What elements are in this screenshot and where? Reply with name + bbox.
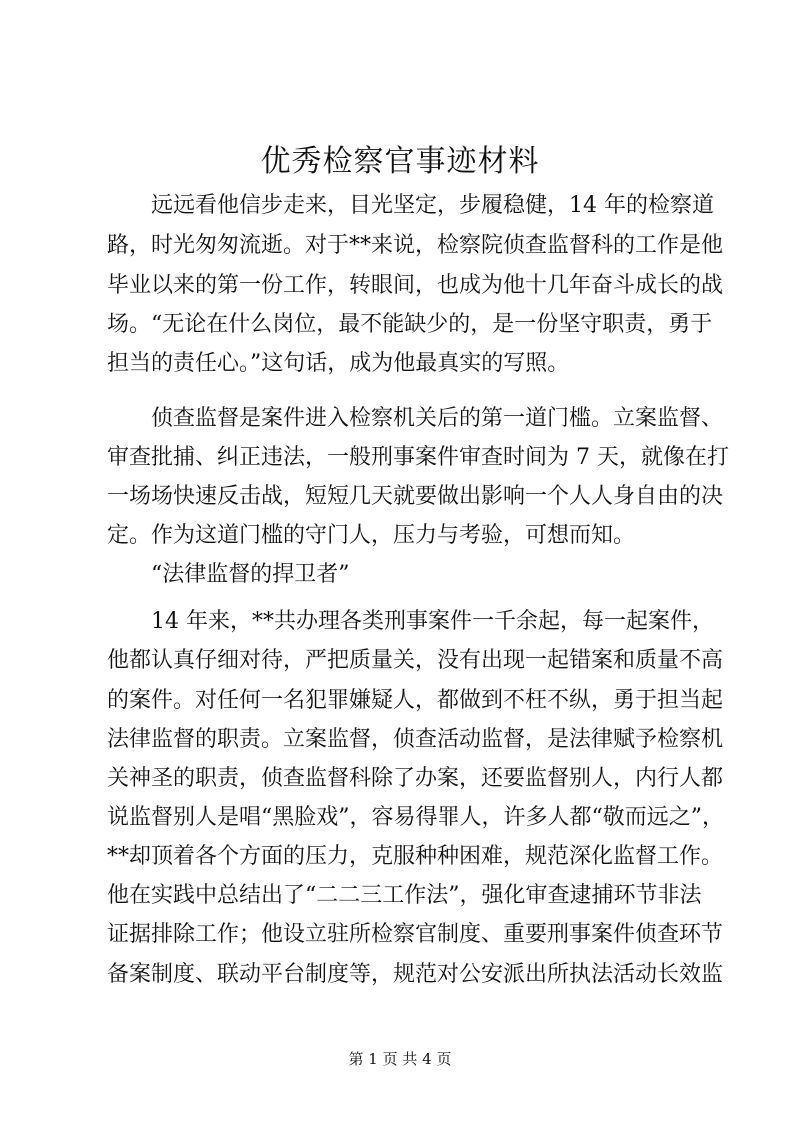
text-line: 毕业以来的第一份工作，转眼间，也成为他十几年奋斗成长的战 <box>107 273 724 298</box>
text-line: 定。作为这道门槛的守门人，压力与考验，可想而知。 <box>107 523 636 548</box>
text-line: 说监督别人是唱“黑脸戏”，容易得罪人，许多人都“敬而远之”， <box>107 805 724 830</box>
text-line: 的案件。对任何一名犯罪嫌疑人，都做到不枉不纵，勇于担当起 <box>107 688 724 713</box>
page-footer: 第 1 页 共 4 页 <box>348 1050 452 1068</box>
text-line: 法律监督的职责。立案监督，侦查活动监督，是法律赋予检察机 <box>107 727 724 752</box>
text-line: 远远看他信步走来，目光坚定，步履稳健，14 年的检察道 <box>107 193 714 218</box>
text-line: 审查批捕、纠正违法，一般刑事案件审查时间为 7 天，就像在打 <box>107 445 729 470</box>
text-line: 路，时光匆匆流逝。对于**来说，检察院侦查监督科的工作是他 <box>107 233 724 258</box>
text-line: 他都认真仔细对待，严把质量关，没有出现一起错案和质量不高 <box>107 648 724 673</box>
text-line: 场。“无论在什么岗位，最不能缺少的，是一份坚守职责，勇于 <box>107 312 713 337</box>
text-line: 侦查监督是案件进入检察机关后的第一道门槛。立案监督、 <box>107 406 724 431</box>
text-line: 备案制度、联动平台制度等，规范对公安派出所执法活动长效监 <box>107 962 724 987</box>
text-line: 一场场快速反击战，短短几天就要做出影响一个人人身自由的决 <box>107 484 724 509</box>
text-line: 14 年来，**共办理各类刑事案件一千余起，每一起案件， <box>107 609 714 634</box>
text-line: 担当的责任心。”这句话，成为他最真实的写照。 <box>107 351 570 376</box>
text-line: 关神圣的职责，侦查监督科除了办案，还要监督别人，内行人都 <box>107 766 724 791</box>
text-line: 证据排除工作；他设立驻所检察官制度、重要刑事案件侦查环节 <box>107 922 724 947</box>
page-title: 优秀检察官事迹材料 <box>260 144 540 179</box>
text-line: **却顶着各个方面的压力，克服种种困难，规范深化监督工作。 <box>107 844 724 869</box>
text-line: 他在实践中总结出了“二二三工作法”，强化审查逮捕环节非法 <box>107 883 702 908</box>
section-heading: “法律监督的捍卫者” <box>107 562 350 587</box>
